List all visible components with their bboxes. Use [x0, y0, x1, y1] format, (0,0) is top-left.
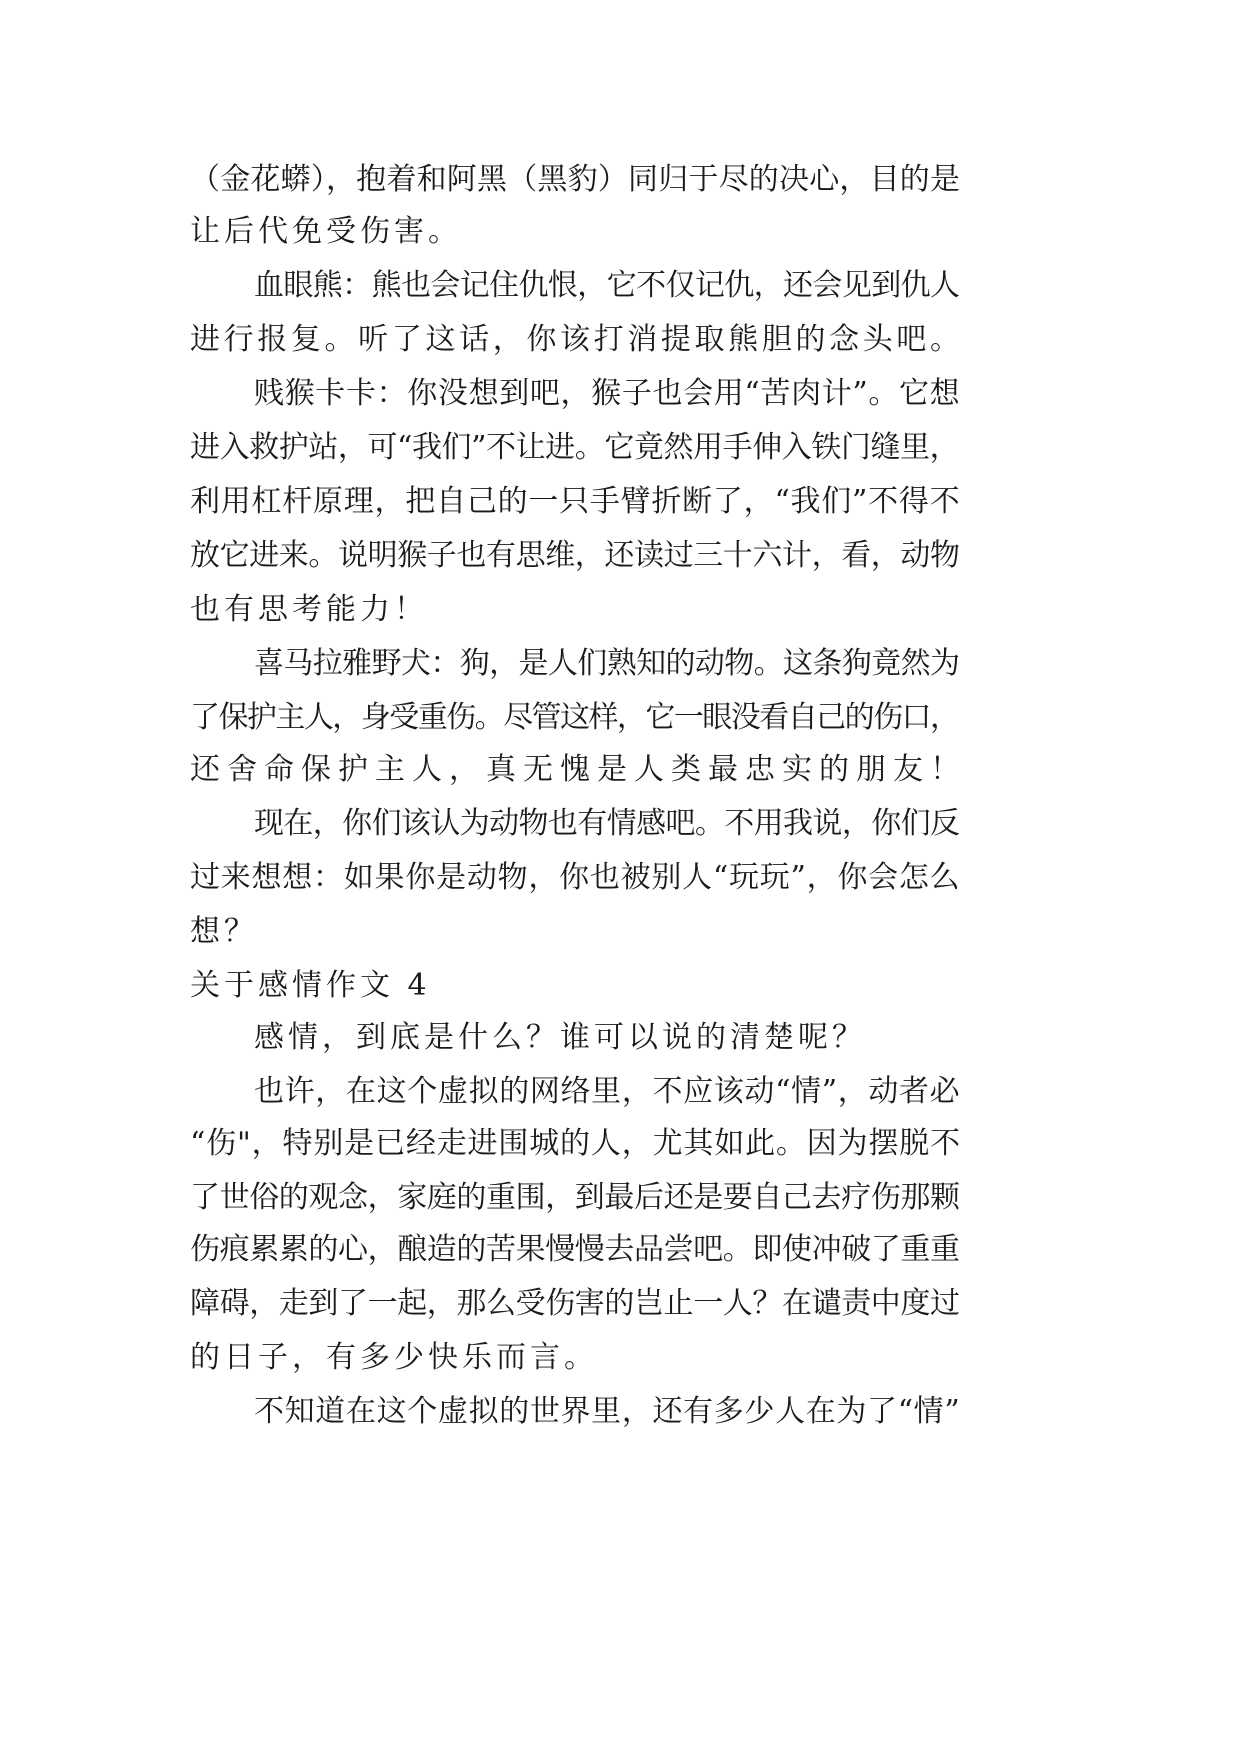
text-line: 的日子，有多少快乐而言。: [190, 1340, 598, 1375]
text-line: 过来想想：如果你是动物，你也被别人“玩玩”，你会怎么: [190, 860, 961, 895]
text-line: 感情，到底是什么？谁可以说的清楚呢？: [254, 1020, 866, 1055]
text-line: （金花蟒），抱着和阿黑（黑豹）同归于尽的决心，目的是: [190, 162, 961, 197]
text-line: 还舍命保护主人，真无愧是人类最忠实的朋友！: [190, 752, 967, 787]
text-line: 也许，在这个虚拟的网络里，不应该动“情”，动者必: [254, 1074, 961, 1109]
text-line: 障碍，走到了一起，那么受伤害的岂止一人？在谴责中度过: [190, 1286, 960, 1321]
text-line: 想？: [190, 914, 258, 949]
text-line: 了保护主人，身受重伤。尽管这样，它一眼没看自己的伤口，: [190, 700, 959, 735]
section-heading: 关于感情作文 4: [190, 968, 431, 1003]
text-line: 现在，你们该认为动物也有情感吧。不用我说，你们反: [254, 806, 960, 841]
text-line: 进行报复。听了这话，你该打消提取熊胆的念头吧。: [190, 322, 964, 357]
text-line: 喜马拉雅野犬：狗，是人们熟知的动物。这条狗竟然为: [254, 646, 960, 681]
text-line: 利用杠杆原理，把自己的一只手臂折断了，“我们”不得不: [190, 484, 961, 519]
text-line: 血眼熊：熊也会记住仇恨，它不仅记仇，还会见到仇人: [254, 268, 960, 303]
text-line: 了世俗的观念，家庭的重围，到最后还是要自己去疗伤那颗: [190, 1180, 960, 1215]
text-line: 伤痕累累的心，酿造的苦果慢慢去品尝吧。即使冲破了重重: [190, 1232, 960, 1267]
text-line: 进入救护站，可“我们”不让进。它竟然用手伸入铁门缝里，: [190, 430, 960, 465]
text-line: 不知道在这个虚拟的世界里，还有多少人在为了“情”: [254, 1394, 961, 1429]
text-line: 放它进来。说明猴子也有思维，还读过三十六计，看，动物: [190, 538, 960, 573]
text-line: 让后代免受伤害。: [190, 214, 462, 249]
text-line: “伤"，特别是已经走进围城的人，尤其如此。因为摆脱不: [190, 1126, 961, 1161]
text-line: 贱猴卡卡：你没想到吧，猴子也会用“苦肉计”。它想: [254, 376, 961, 411]
text-line: 也有思考能力！: [190, 592, 428, 627]
